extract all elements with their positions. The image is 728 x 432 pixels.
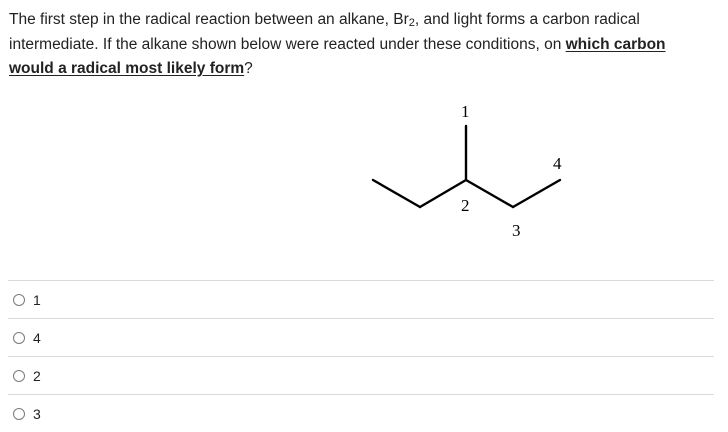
question-emphasis: which carbon would a radical most likely form: [9, 35, 666, 77]
bromine-subscript: 2: [408, 17, 415, 29]
answer-option-label: 3: [33, 405, 41, 422]
carbon-label-4: 4: [553, 154, 562, 173]
answer-option-label: 2: [33, 367, 41, 384]
answer-option-label: 4: [33, 329, 41, 346]
carbon-label-3: 3: [512, 221, 521, 240]
answer-option-label: 1: [33, 291, 41, 308]
bond-c3-to-c4: [513, 180, 560, 207]
question-text-end: ?: [244, 60, 253, 77]
answer-option[interactable]: [8, 394, 714, 432]
carbon-label-2: 2: [461, 196, 470, 215]
question-text-middle: , and light forms a carbon radical intermediate. If the alkane shown below were reacted under these conditions, on: [9, 11, 640, 53]
answer-option[interactable]: [8, 356, 714, 394]
answer-options: [8, 280, 714, 432]
question-text-start: The first step in the radical reaction between an alkane, Br: [9, 11, 409, 28]
answer-option[interactable]: [8, 280, 714, 318]
bond-terminal-left: [373, 180, 420, 207]
bond-c2-to-c3: [466, 180, 513, 207]
bond-left-to-c2: [420, 180, 466, 207]
answer-option[interactable]: [8, 318, 714, 356]
radio-button-icon[interactable]: [13, 408, 25, 420]
radio-button-icon[interactable]: [13, 370, 25, 382]
radio-button-icon[interactable]: [13, 294, 25, 306]
carbon-label-1: 1: [461, 102, 470, 121]
radio-button-icon[interactable]: [13, 332, 25, 344]
